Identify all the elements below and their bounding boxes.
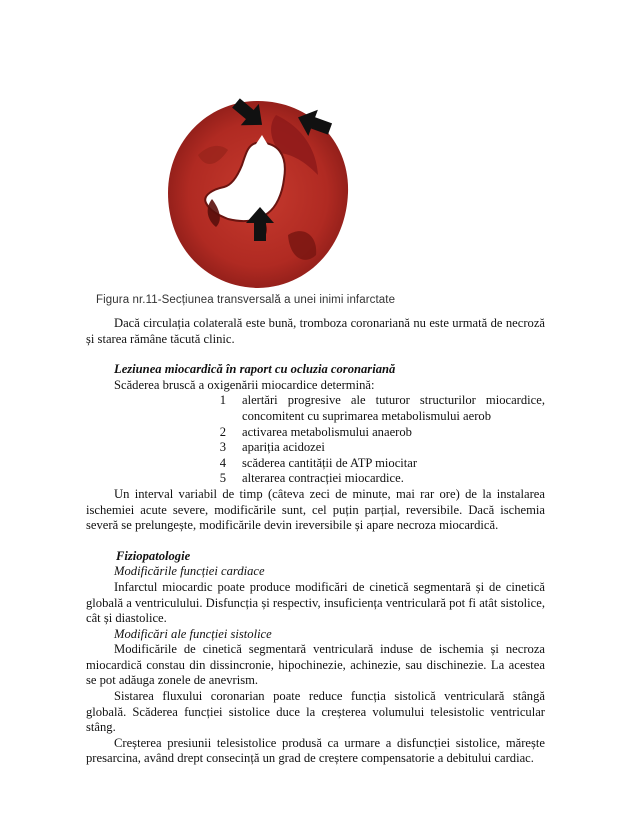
paragraph-cinetica: Modificările de cinetică segmentară ventriculară induse de ischemia și necroza miocardică constau din dissincronie, hipochinezie, achinezie, sau dischinezie. La acestea se pot adăuga zonele de anevrism.: [86, 642, 545, 688]
body-text: [86, 316, 545, 767]
list-item: 4 scăderea cantității de ATP miocitar: [219, 455, 418, 470]
paragraph-presiune: Creșterea presiunii telesistolice produsă ca urmare a disfuncției sistolice, mărește presarcina, având drept consecință un grad de creștere compensatorie a debitului cardiac.: [86, 735, 545, 766]
subheading-functie-cardiaca: Modificările funcției cardiace: [114, 564, 265, 579]
paragraph-colateral: Dacă circulația colaterală este bună, tromboza coronariană nu este urmată de necroză și starea rămâne tăcută clinic.: [86, 316, 545, 346]
paragraph-flux: Sistarea fluxului coronarian poate reduce funcția sistolică ventriculară stângă globală. Scăderea funcției sistolice duce la creșterea volumului telesistolic ventricular stâng.: [86, 689, 545, 735]
heart-cross-section-image: [158, 95, 358, 295]
list-item: 3 apariția acidozei: [219, 440, 325, 455]
list-item: 1 alertări progresive ale tuturor structurilor miocardice, concomitent cu suprimarea metabolismului aerob: [219, 393, 545, 423]
figure-caption: Figura nr.11-Secțiunea transversală a unei inimi infarctate: [96, 294, 396, 306]
section-heading-leziunea: Leziunea miocardică în raport cu ocluzia coronariană: [114, 362, 396, 377]
subheading-functie-sistolica: Modificări ale funcției sistolice: [114, 626, 272, 641]
list-intro: Scăderea bruscă a oxigenării miocardice determină:: [114, 377, 375, 392]
paragraph-interval: Un interval variabil de timp (câteva zeci de minute, mai rar ore) de la instalarea ischemiei acute severe, modificările sunt, cel puțin parțial, reversibile. Dacă ischemia severă se prelungește, modificările devin ireversibile și apare necroza miocardică.: [86, 486, 545, 533]
list-item: 2 activarea metabolismului anaerob: [219, 424, 412, 439]
paragraph-infarct: Infarctul miocardic poate produce modificări de cinetică segmentară și de cinetică globală a ventriculului. Disfuncția și respectiv, insuficiența ventriculară pot fi atât sistolice, cât și diastolice.: [86, 579, 545, 626]
heart-illustration: [158, 95, 358, 295]
effects-list: [86, 393, 545, 487]
list-item: 5 alterarea contracției miocardice.: [219, 471, 404, 486]
section-heading-fiziopatologie: Fiziopatologie: [116, 548, 191, 563]
